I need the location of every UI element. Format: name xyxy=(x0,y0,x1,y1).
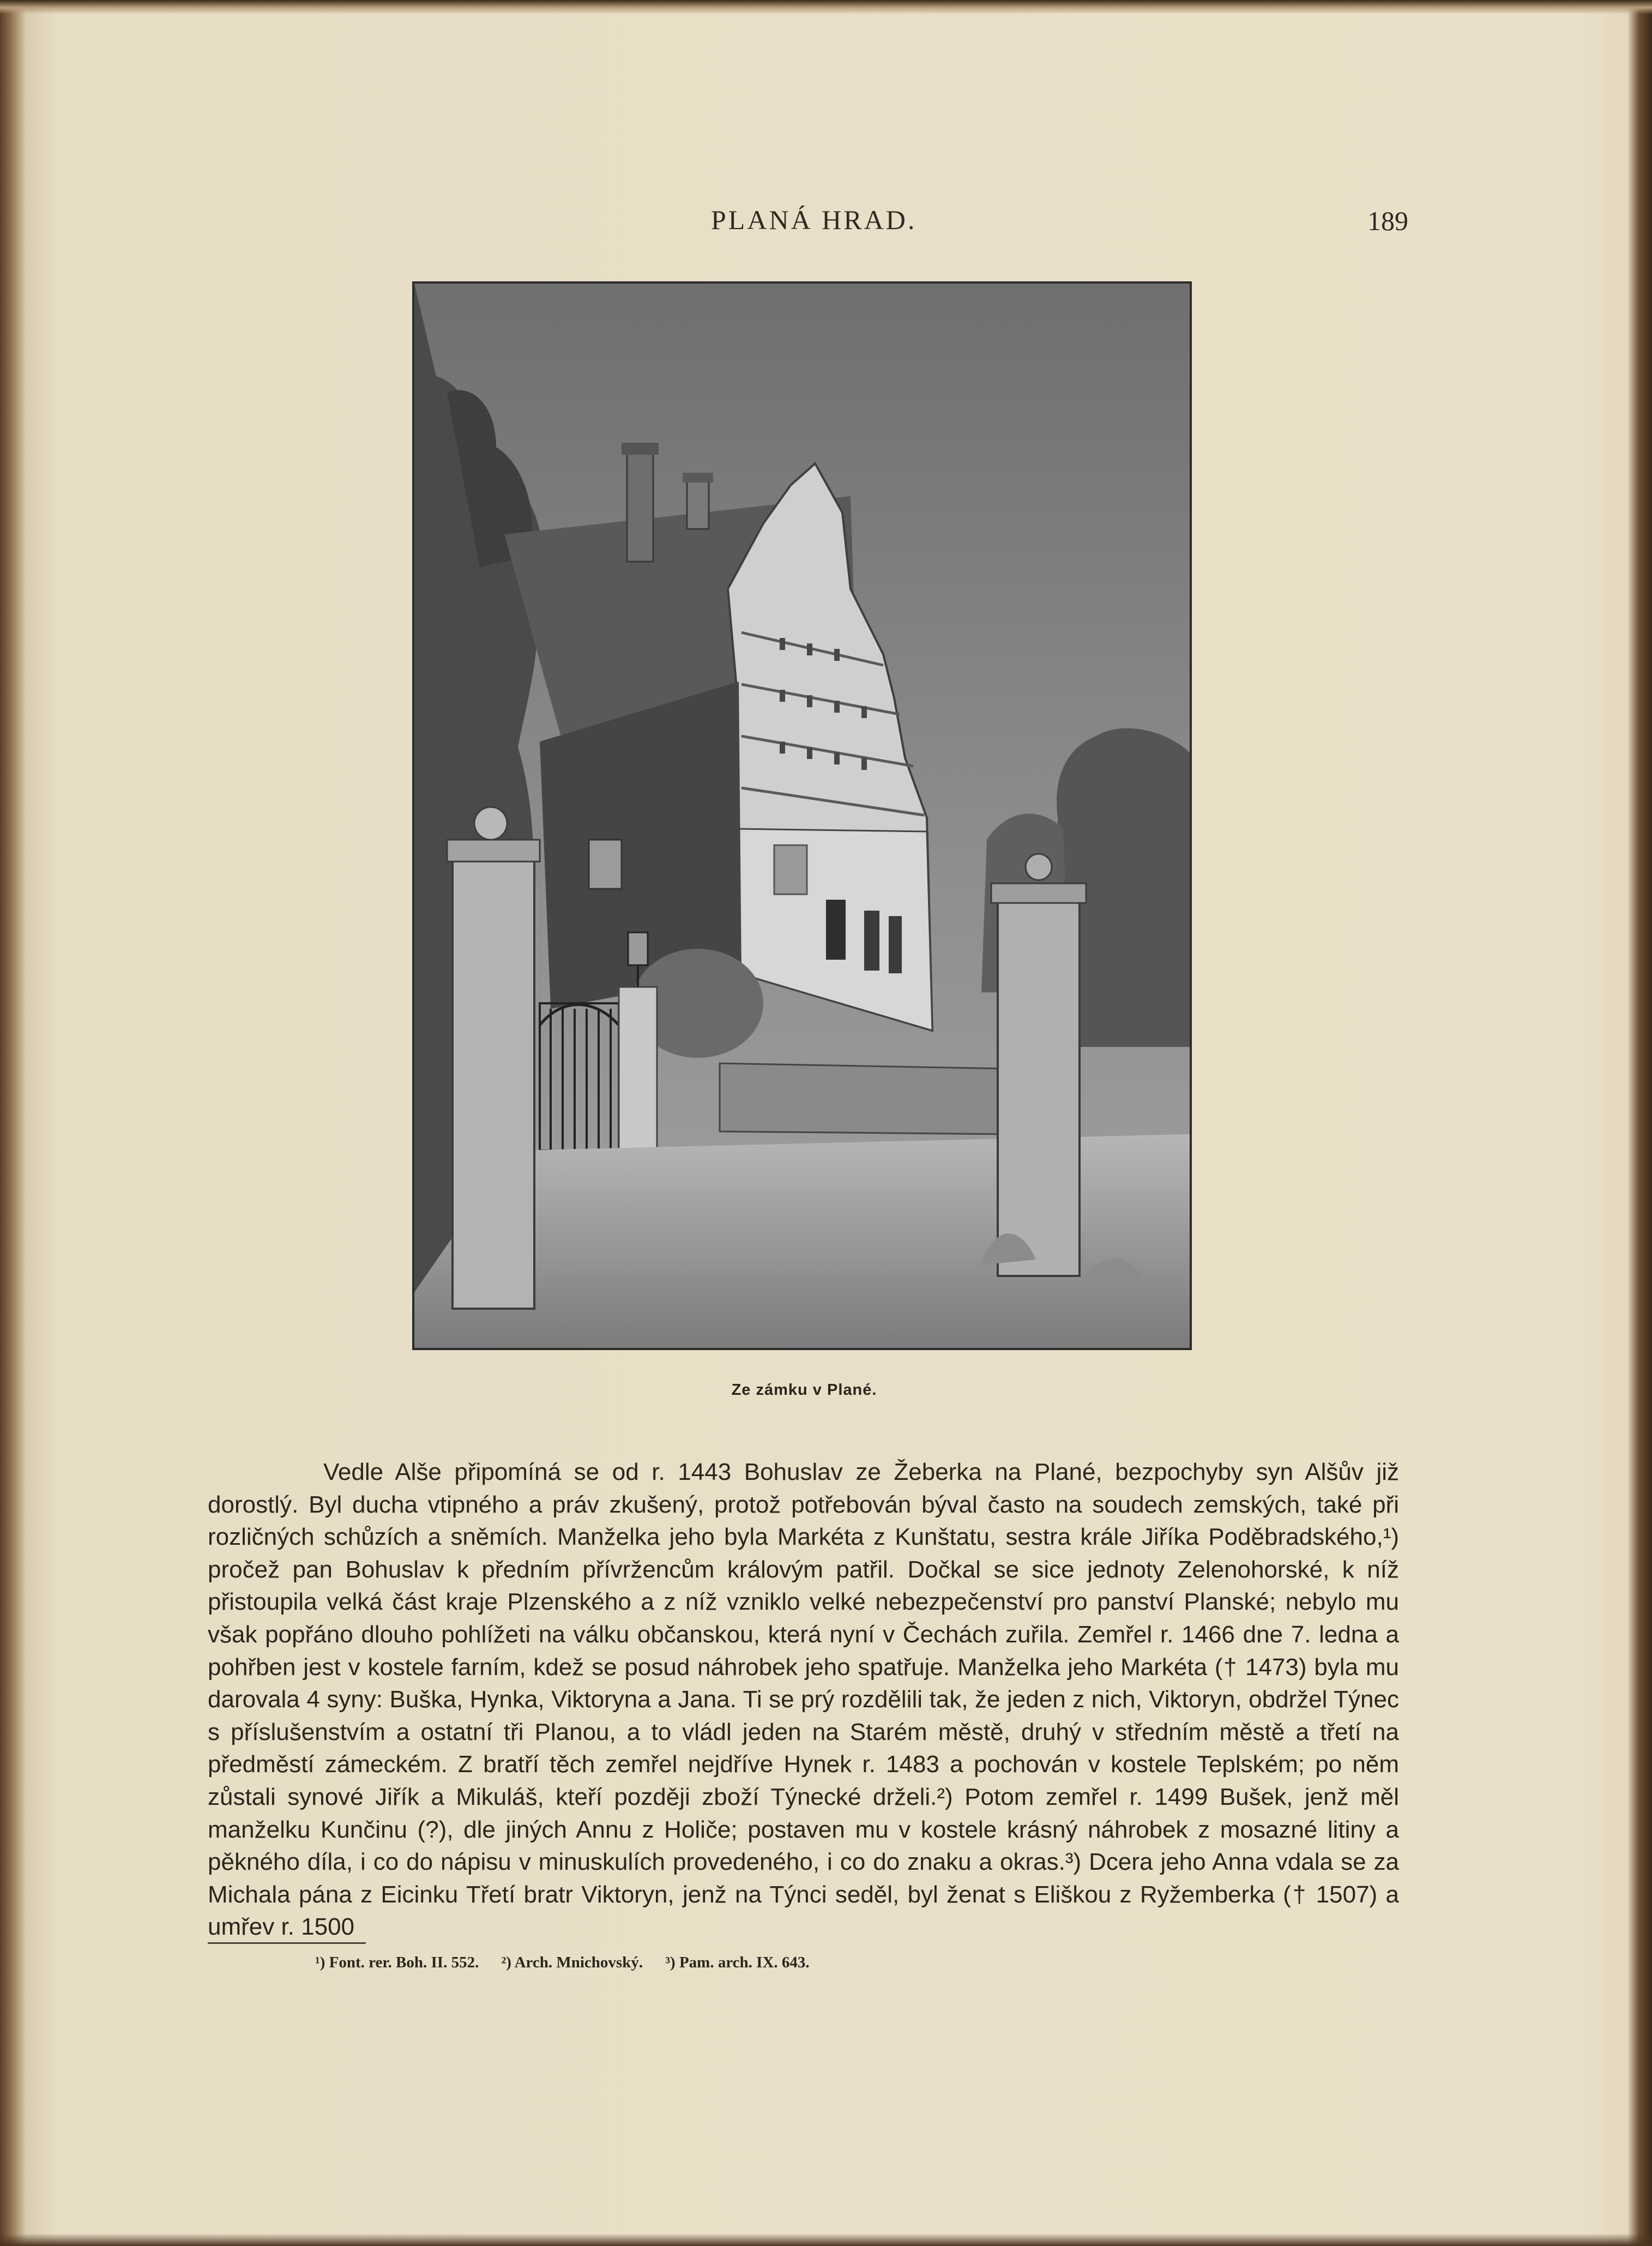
body-text xyxy=(208,1456,1399,1943)
castle-drawing xyxy=(414,284,1190,1348)
figure-caption: Ze zámku v Plané. xyxy=(731,1381,877,1399)
body-paragraph: Vedle Alše připomíná se od r. 1443 Bohuslav ze Žeberka na Plané, bezpochyby syn Alšův již dorostlý. Byl ducha vtipného a práv zkušený, protož potřebován býval často na soudech zemských, také při rozličných schůzích a sněmích. Manželka jeho byla Markéta z Kunštatu, sestra krále Jiříka Poděbradského,¹) pročež pan Bohuslav k předním přívržencům královým patřil. Dočkal se sice jednoty Zelenohorské, k níž přistoupila velká část kraje Plzenského a z níž vzniklo velké nebezpečenství pro panství Planské; nebylo mu však popřáno dlouho pohlížeti na válku občanskou, která nyní v Čechách zuřila. Zemřel r. 1466 dne 7. ledna a pohřben jest v kostele farním, kdež se posud náhrobek jeho spatřuje. Manželka jeho Markéta († 1473) byla mu darovala 4 syny: Buška, Hynka, Viktoryna a Jana. Ti se prý rozdělili tak, že jeden z nich, Viktoryn, obdržel Týnec s příslušenstvím a ostatní tři Planou, a to vládl jeden na Starém městě, druhý v středním městě a třetí na předměstí zámeckém. Z bratří těch zemřel nejdříve Hynek r. 1483 a pochován v kostele Teplském; po něm zůstali synové Jiřík a Mikuláš, kteří později zboží Týnecké drželi.²) Potom zemřel r. 1499 Bušek, jenž měl manželku Kunčinu (?), dle jiných Annu z Holiče; postaven mu v kostele krásný náhrobek z mosazné litiny a pěkného díla, i co do nápisu v minuskulích provedeného, i co do znaku a okras.³) Dcera jeho Anna vdala se za Michala pána z Eicinku Třetí bratr Viktoryn, jenž na Týnci seděl, byl ženat s Eliškou z Ryžemberka († 1507) a umřev r. 1500 xyxy=(208,1459,1399,1941)
footnote-1: ¹) Font. rer. Boh. II. 552. xyxy=(315,1954,479,1971)
footnote-3: ³) Pam. arch. IX. 643. xyxy=(665,1954,810,1971)
page-top-edge xyxy=(0,0,1652,14)
page-number: 189 xyxy=(1367,206,1408,236)
footnotes xyxy=(315,1954,828,1972)
footnote-rule xyxy=(208,1942,366,1944)
footnote-2: ²) Arch. Mnichovský. xyxy=(501,1954,643,1971)
page-bottom-edge xyxy=(0,2233,1652,2246)
castle-illustration xyxy=(412,281,1192,1350)
running-title: PLANÁ HRAD. xyxy=(711,204,917,235)
